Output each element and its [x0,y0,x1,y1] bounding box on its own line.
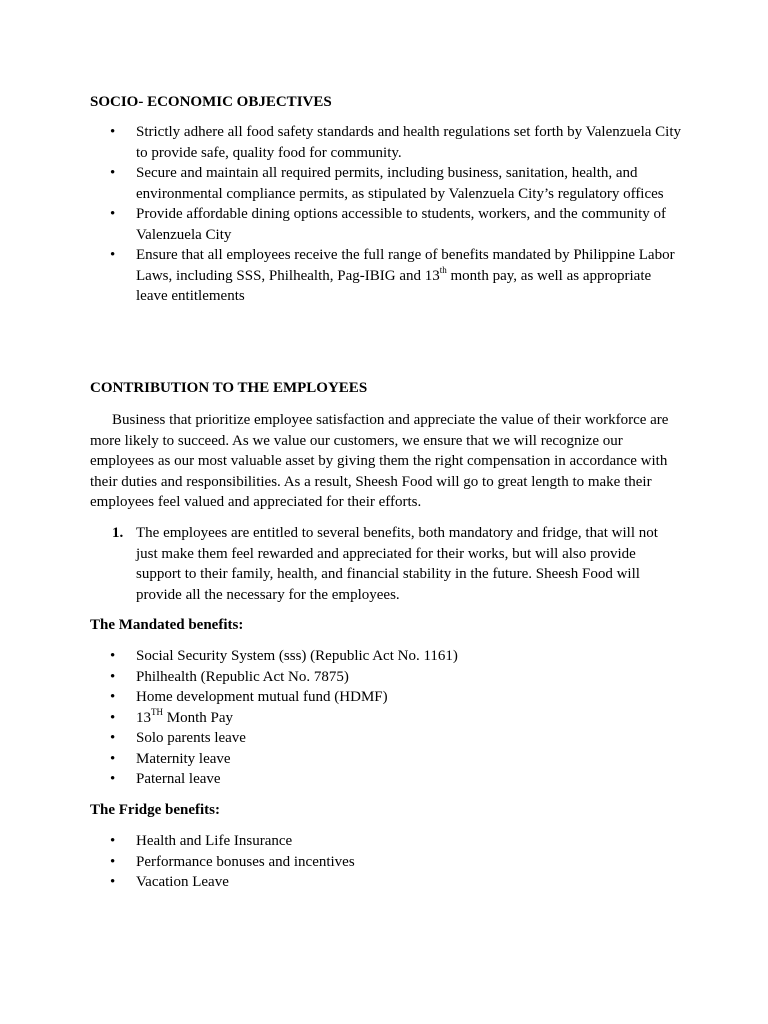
numbered-item [90,523,682,605]
mandated-benefits-list [90,646,682,790]
ordinal-superscript: th [439,264,447,275]
bullet-icon: • [110,206,116,222]
contribution-heading: CONTRIBUTION TO THE EMPLOYEES [90,380,368,396]
list-item [90,708,682,729]
fridge-benefits-list [90,831,682,893]
list-item-text-end: Month Pay [163,709,234,726]
contribution-numbered-list [90,523,682,605]
list-item-text: Performance bonuses and incentives [136,853,355,870]
bullet-icon: • [110,750,116,767]
list-item-text: Secure and maintain all required permits, including business, sanitation, health, and environmental compliance permits, as stipulated by Valenzuela City’s regulatory offices [136,165,664,202]
list-item-text: Provide affordable dining options accessible to students, workers, and the community of Valenzuela City [136,206,667,243]
bullet-icon: • [110,247,116,263]
list-item-text: Vacation Leave [136,874,229,890]
bullet-icon: • [110,853,116,870]
list-item-text: Maternity leave [136,750,231,767]
socio-economic-list [90,122,682,307]
list-item-text-end: month pay, as well as appropriate leave entitlements [136,267,652,304]
list-item [90,728,682,749]
fridge-benefits-heading: The Fridge benefits: [90,802,220,818]
list-item [90,667,682,688]
bullet-icon: • [110,648,116,664]
bullet-icon: • [110,874,116,890]
bullet-icon: • [110,709,116,726]
bullet-icon: • [110,124,116,140]
list-item [90,749,682,770]
bullet-icon: • [110,730,116,746]
bullet-icon: • [110,668,116,685]
bullet-icon: • [110,165,116,181]
list-item-text: Health and Life Insurance [136,833,293,849]
list-item [90,831,682,852]
list-item [90,646,682,667]
list-item [90,687,682,708]
list-item-text-start: 13 [136,709,151,726]
list-item-text: Social Security System (sss) (Republic Act No. 1161) [136,648,458,664]
list-item [90,872,682,893]
ordinal-superscript: TH [151,706,163,717]
socio-economic-heading: SOCIO- ECONOMIC OBJECTIVES [90,94,332,110]
list-item-text-start: Ensure that all employees receive the full range of benefits mandated by Philippine Labor Laws, including SSS, Philhealth, Pag-IBIG and 13 [136,247,675,284]
list-item-text: Strictly adhere all food safety standards and health regulations set forth by Valenzuela City to provide safe, quality food for community. [136,124,681,161]
list-item-text: Philhealth (Republic Act No. 7875) [136,668,349,685]
mandated-benefits-heading: The Mandated benefits: [90,617,244,633]
list-item-text: Home development mutual fund (HDMF) [136,689,388,705]
list-item [90,204,682,245]
list-item-text: Paternal leave [136,771,221,787]
list-item [90,122,682,163]
list-item [90,245,682,307]
list-item [90,163,682,204]
bullet-icon: • [110,833,116,849]
list-item-text: Solo parents leave [136,730,246,746]
list-item [90,852,682,873]
bullet-icon: • [110,771,116,787]
list-item [90,769,682,790]
item-number: 1. [112,525,124,541]
contribution-paragraph: Business that prioritize employee satisfaction and appreciate the value of their workforce are more likely to succeed. As we value our customers, we ensure that we will recognize our employees as our most valuable asset by giving them the right compensation in accordance with their duties and responsibilities. As a result, Sheesh Food will go to great length to make their employees feel valued and appreciated for their efforts. [90,412,669,510]
numbered-item-text: The employees are entitled to several benefits, both mandatory and fridge, that will not just make them feel rewarded and appreciated for their works, but will also provide support to their family, health, and financial stability in the future. Sheesh Food will provide all the necessary for the employees. [136,525,658,603]
bullet-icon: • [110,689,116,705]
